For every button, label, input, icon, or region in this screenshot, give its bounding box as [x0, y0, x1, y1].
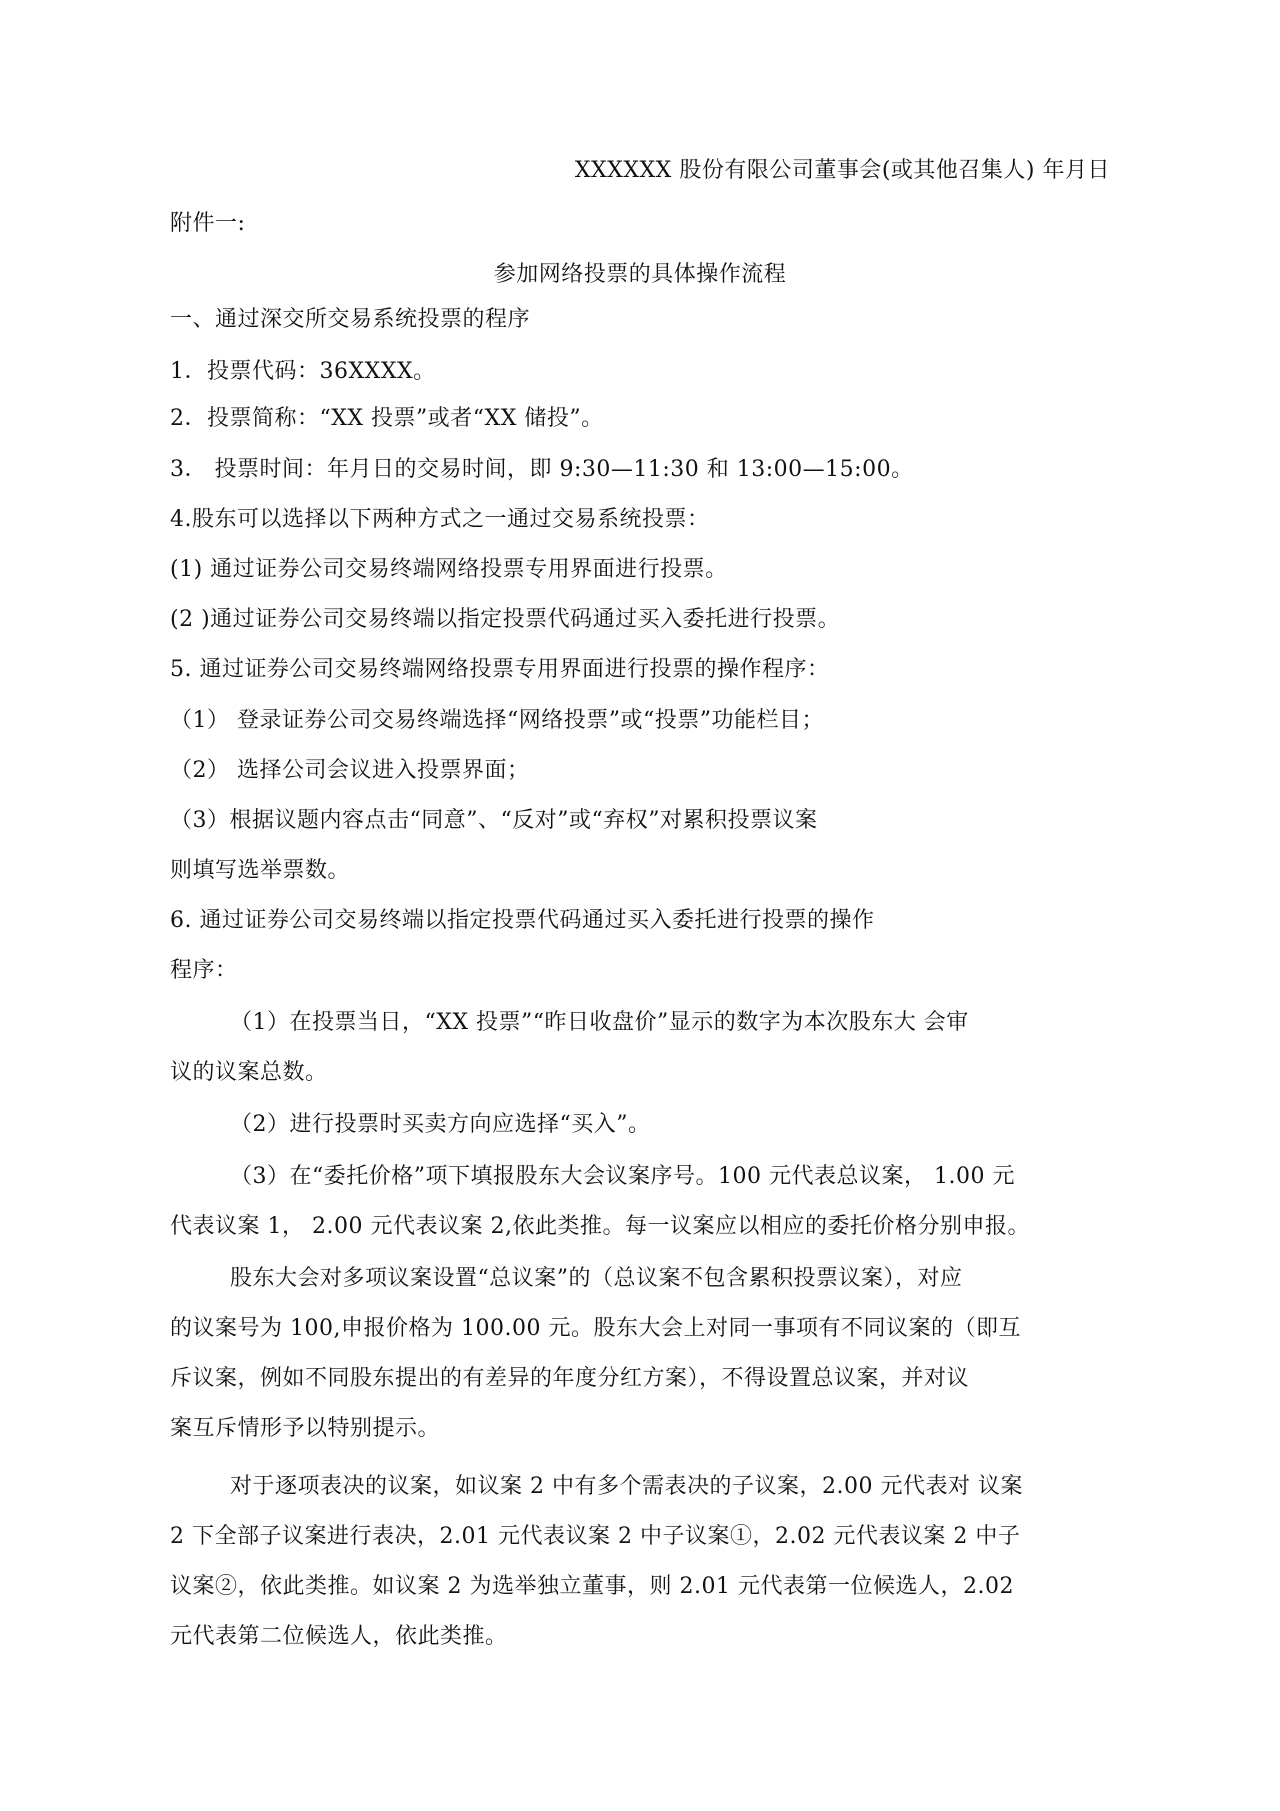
paragraph-3-cont: 代表议案 1， 2.00 元代表议案 2,依此类推。每一议案应以相应的委托价格分别申报。: [170, 1214, 1030, 1239]
section-heading: 一、通过深交所交易系统投票的程序: [170, 307, 531, 332]
paragraph-4-line-2: 的议案号为 100,申报价格为 100.00 元。股东大会上对同一事项有不同议案的（即互: [170, 1316, 1021, 1341]
paragraph-5: 对于逐项表决的议案，如议案 2 中有多个需表决的子议案，2.00 元代表对 议案: [230, 1474, 1023, 1499]
item-procedure-5-step-1: （1） 登录证券公司交易终端选择“网络投票”或“投票”功能栏目；: [170, 708, 824, 733]
paragraph-1-cont: 议的议案总数。: [170, 1060, 328, 1085]
paragraph-5-line-4: 元代表第二位候选人，依此类推。: [170, 1624, 508, 1649]
paragraph-1: （1）在投票当日，“XX 投票”“昨日收盘价”显示的数字为本次股东大 会审: [230, 1010, 969, 1035]
item-method-2: (2 )通过证券公司交易终端以指定投票代码通过买入委托进行投票。: [170, 607, 841, 632]
paragraph-4-line-4: 案互斥情形予以特别提示。: [170, 1416, 441, 1441]
item-voting-time: 3． 投票时间：年月日的交易时间，即 9:30—11:30 和 13:00—15:00。: [170, 457, 914, 482]
paragraph-4: 股东大会对多项议案设置“总议案”的（总议案不包含累积投票议案），对应: [230, 1266, 963, 1291]
item-procedure-5-step-3: （3）根据议题内容点击“同意”、“反对”或“弃权”对累积投票议案: [170, 808, 818, 833]
item-voting-methods: 4.股东可以选择以下两种方式之一通过交易系统投票：: [170, 507, 710, 532]
attachment-label: 附件一:: [170, 211, 246, 236]
item-voting-code: 1．投票代码：36XXXX。: [170, 359, 436, 384]
item-voting-abbreviation: 2．投票简称：“XX 投票”或者“XX 储投”。: [170, 406, 604, 431]
document-title: 参加网络投票的具体操作流程: [493, 262, 787, 287]
item-procedure-5-step-2: （2） 选择公司会议进入投票界面；: [170, 758, 530, 783]
paragraph-5-line-2: 2 下全部子议案进行表决，2.01 元代表议案 2 中子议案①，2.02 元代表议案 2 中子: [170, 1524, 1021, 1549]
item-procedure-5: 5. 通过证券公司交易终端网络投票专用界面进行投票的操作程序：: [170, 657, 830, 682]
paragraph-5-line-3: 议案②，依此类推。如议案 2 为选举独立董事，则 2.01 元代表第一位候选人，2.02: [170, 1574, 1014, 1599]
paragraph-2: （2）进行投票时买卖方向应选择“买入”。: [230, 1112, 651, 1137]
paragraph-4-line-3: 斥议案，例如不同股东提出的有差异的年度分红方案），不得设置总议案，并对议: [170, 1366, 970, 1391]
item-procedure-6-cont: 程序：: [170, 958, 238, 983]
paragraph-3: （3）在“委托价格”项下填报股东大会议案序号。100 元代表总议案， 1.00 元: [230, 1164, 1015, 1189]
item-procedure-6: 6. 通过证券公司交易终端以指定投票代码通过买入委托进行投票的操作: [170, 908, 875, 933]
item-method-1: (1) 通过证券公司交易终端网络投票专用界面进行投票。: [170, 557, 728, 582]
item-procedure-5-step-3-cont: 则填写选举票数。: [170, 858, 351, 883]
signature-line: XXXXXX 股份有限公司董事会(或其他召集人) 年月日: [574, 158, 1110, 183]
